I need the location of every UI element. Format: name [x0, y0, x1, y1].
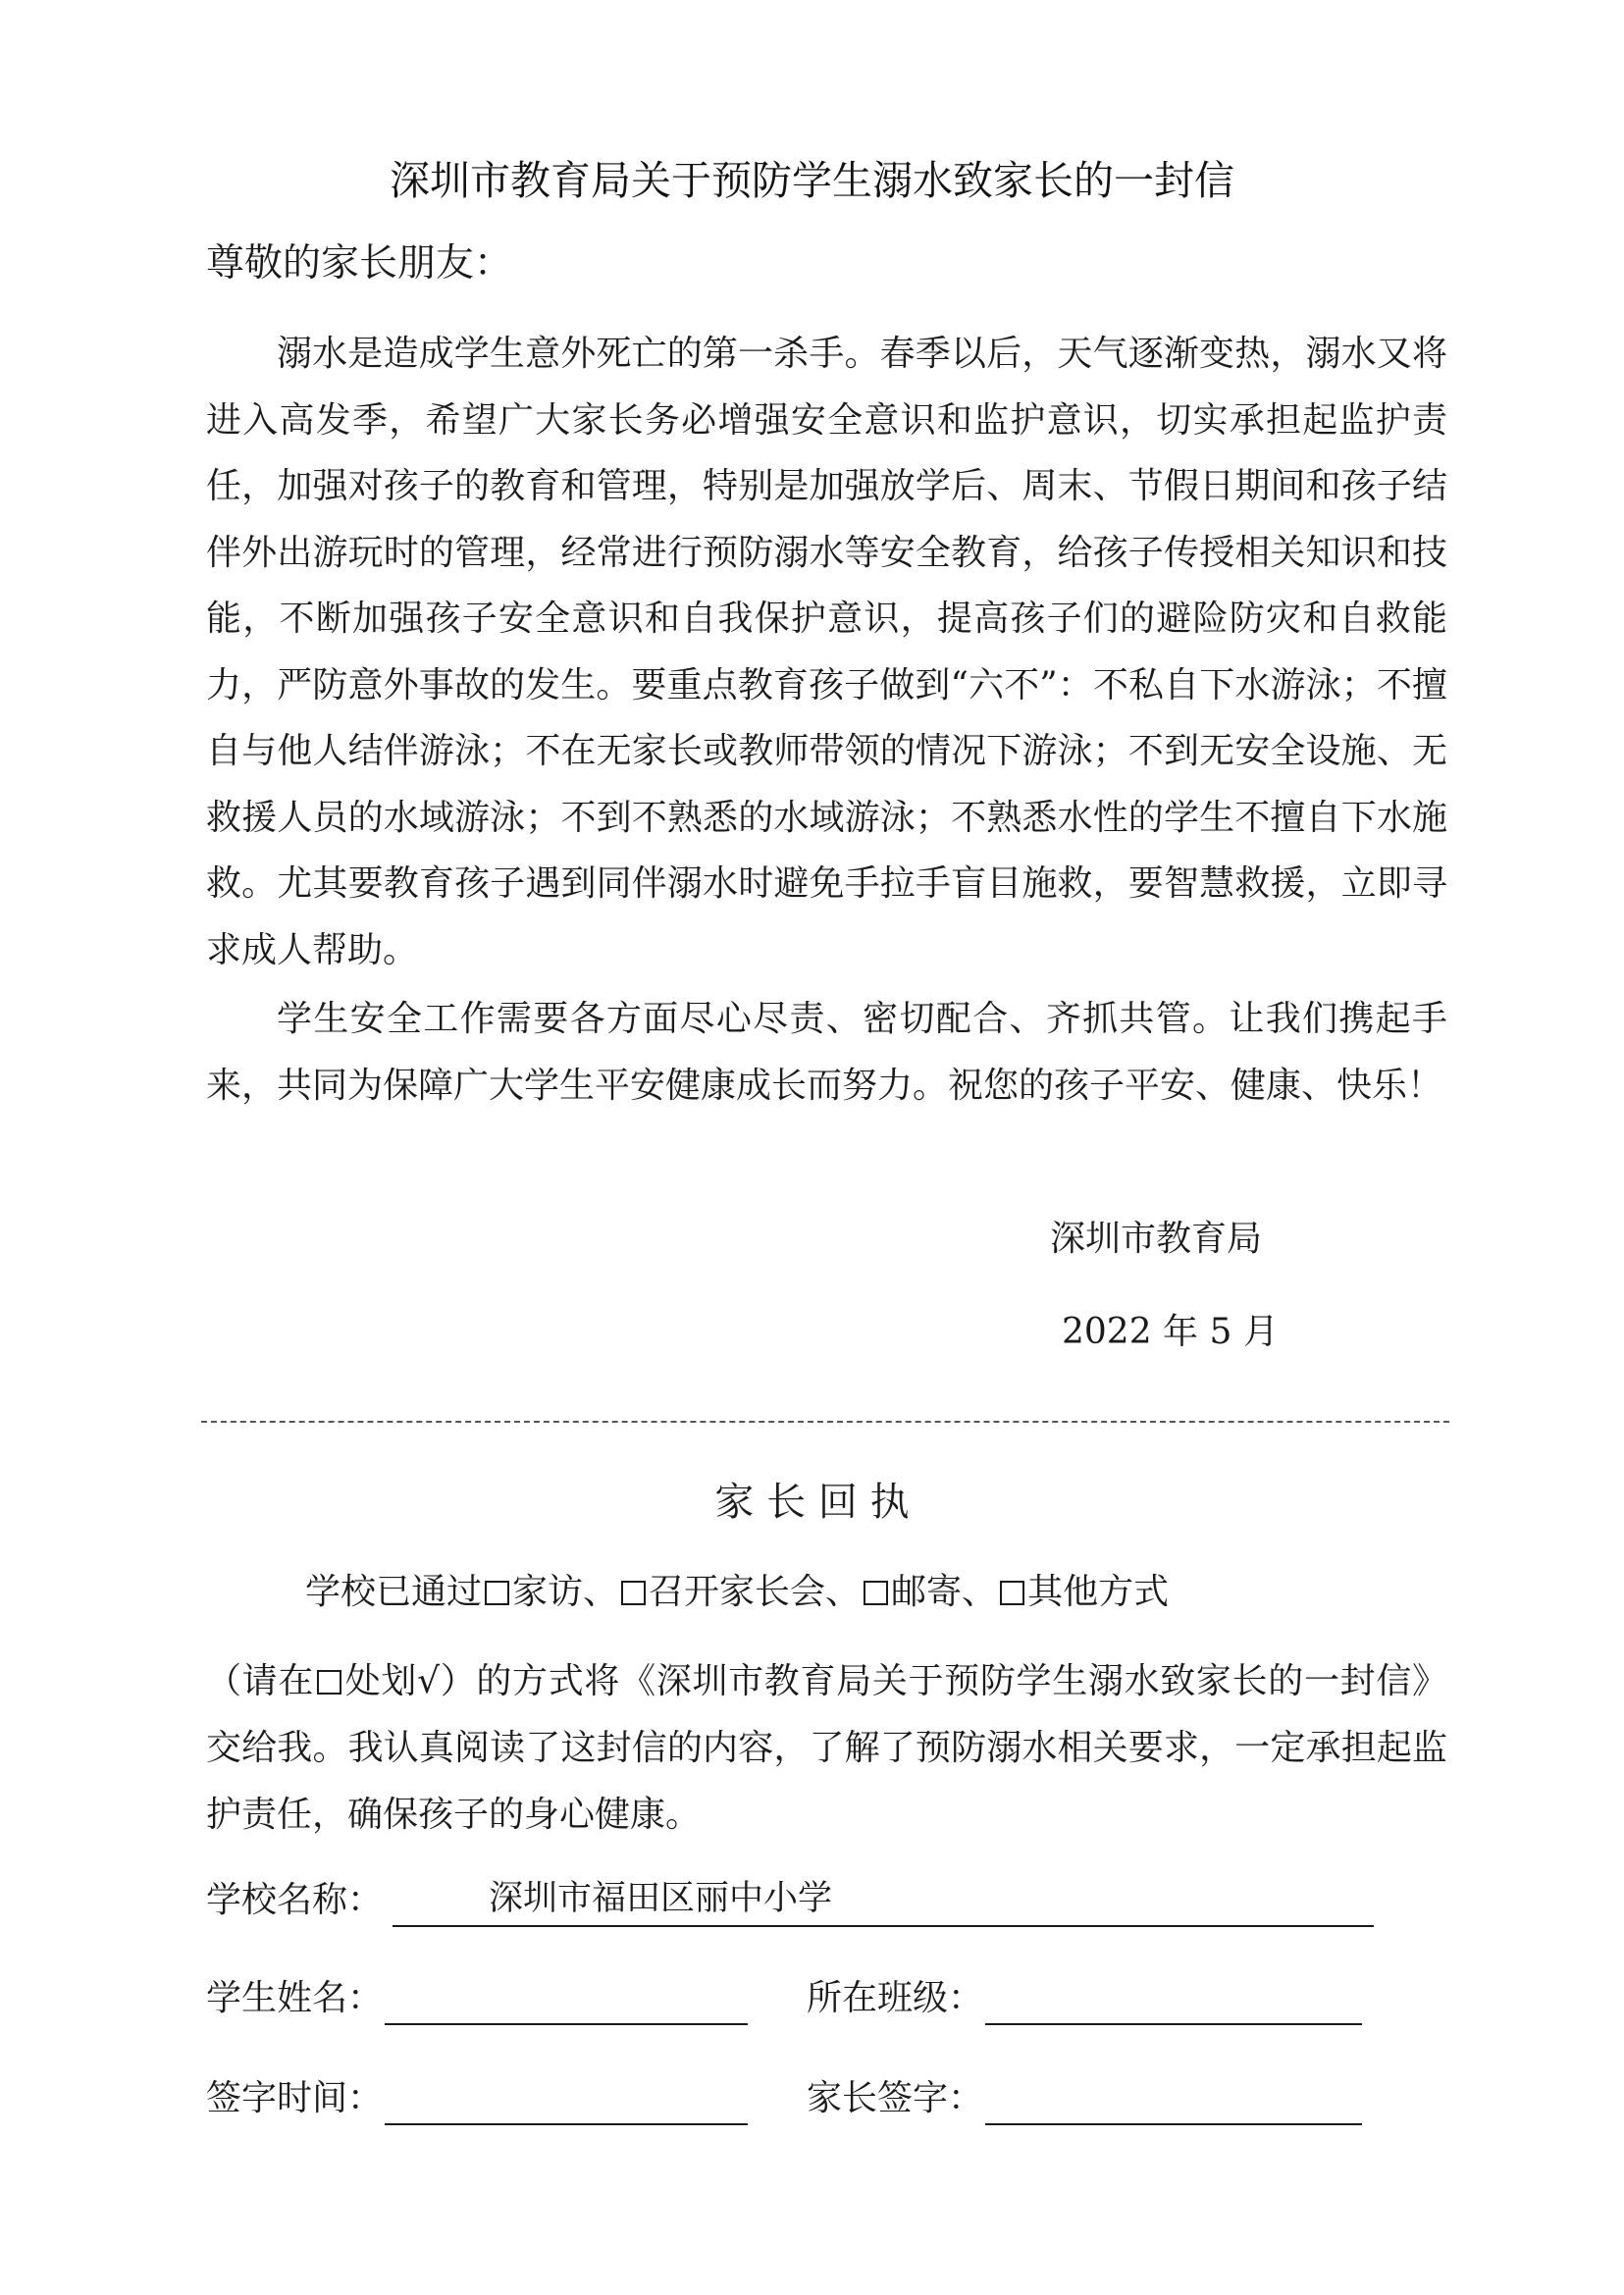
receipt-body-text: 处划√）的方式将《深圳市教育局关于预防学生溺水致家长的一封信》交给我。我认真阅读了这封信的内容，了解了预防溺水相关要求，一定承担起监护责任，确保孩子的身心健康。: [206, 1661, 1447, 1835]
checkbox-legend: [317, 1670, 341, 1695]
document-title: 深圳市教育局关于预防学生溺水致家长的一封信: [390, 157, 1234, 204]
school-name-value[interactable]: 深圳市福田区丽中小学: [489, 1879, 833, 1918]
parent-signature-label: 家长签字：: [807, 2078, 984, 2118]
class-label: 所在班级：: [807, 1978, 984, 2018]
delivery-method-line: [305, 1568, 1169, 1617]
sign-date-underline: [385, 2123, 748, 2125]
option-other: 其他方式: [1027, 1572, 1170, 1612]
checkbox-parent-meeting[interactable]: [621, 1581, 646, 1605]
option-mail: 邮寄、: [891, 1572, 998, 1612]
letter-paragraph-1: 溺水是造成学生意外死亡的第一杀手。春季以后，天气逐渐变热，溺水又将进入高发季，希望广大家长务必增强安全意识和监护意识，切实承担起监护责任，加强对孩子的教育和管理，特别是加强放学后、周末、节假日期间和孩子结伴外出游玩时的管理，经常进行预防溺水等安全教育，给孩子传授相关知识和技能，不断加强孩子安全意识和自我保护意识，提高孩子们的避险防灾和自救能力，严防意外事故的发生。要重点教育孩子做到“六不”：不私自下水游泳；不擅自与他人结伴游泳；不在无家长或教师带领的情况下游泳；不到无安全设施、无救援人员的水域游泳；不到不熟悉的水域游泳；不熟悉水性的学生不擅自下水施救。尤其要教育孩子遇到同伴溺水时避免手拉手盲目施救，要智慧救援，立即寻求成人帮助。: [206, 334, 1447, 970]
receipt-title: 家 长 回 执: [714, 1480, 910, 1525]
checkbox-other[interactable]: [1000, 1581, 1024, 1605]
delivery-method-prefix: 学校已通过: [305, 1572, 483, 1612]
signature-date: 2022 年 5 月: [1062, 1312, 1279, 1352]
cut-line-divider: [201, 1421, 1449, 1423]
receipt-body-prefix: （请在: [206, 1661, 315, 1701]
signature-organization: 深圳市教育局: [1050, 1219, 1263, 1259]
option-home-visit: 家访、: [512, 1572, 619, 1612]
student-name-underline: [385, 2023, 748, 2025]
class-underline: [985, 2023, 1362, 2025]
receipt-body: [206, 1648, 1447, 1849]
checkbox-home-visit[interactable]: [485, 1581, 509, 1605]
sign-date-label: 签字时间：: [206, 2078, 384, 2118]
school-name-underline: [393, 1925, 1374, 1927]
option-parent-meeting: 召开家长会、: [649, 1572, 862, 1612]
school-name-label: 学校名称：: [206, 1880, 384, 1920]
parent-signature-underline: [985, 2123, 1362, 2125]
student-name-label: 学生姓名：: [206, 1978, 384, 2018]
letter-paragraph-2: 学生安全工作需要各方面尽心尽责、密切配合、齐抓共管。让我们携起手来，共同为保障广大学生平安健康成长而努力。祝您的孩子平安、健康、快乐！: [206, 999, 1447, 1106]
checkbox-mail[interactable]: [864, 1581, 888, 1605]
greeting: 尊敬的家长朋友：: [206, 241, 513, 286]
